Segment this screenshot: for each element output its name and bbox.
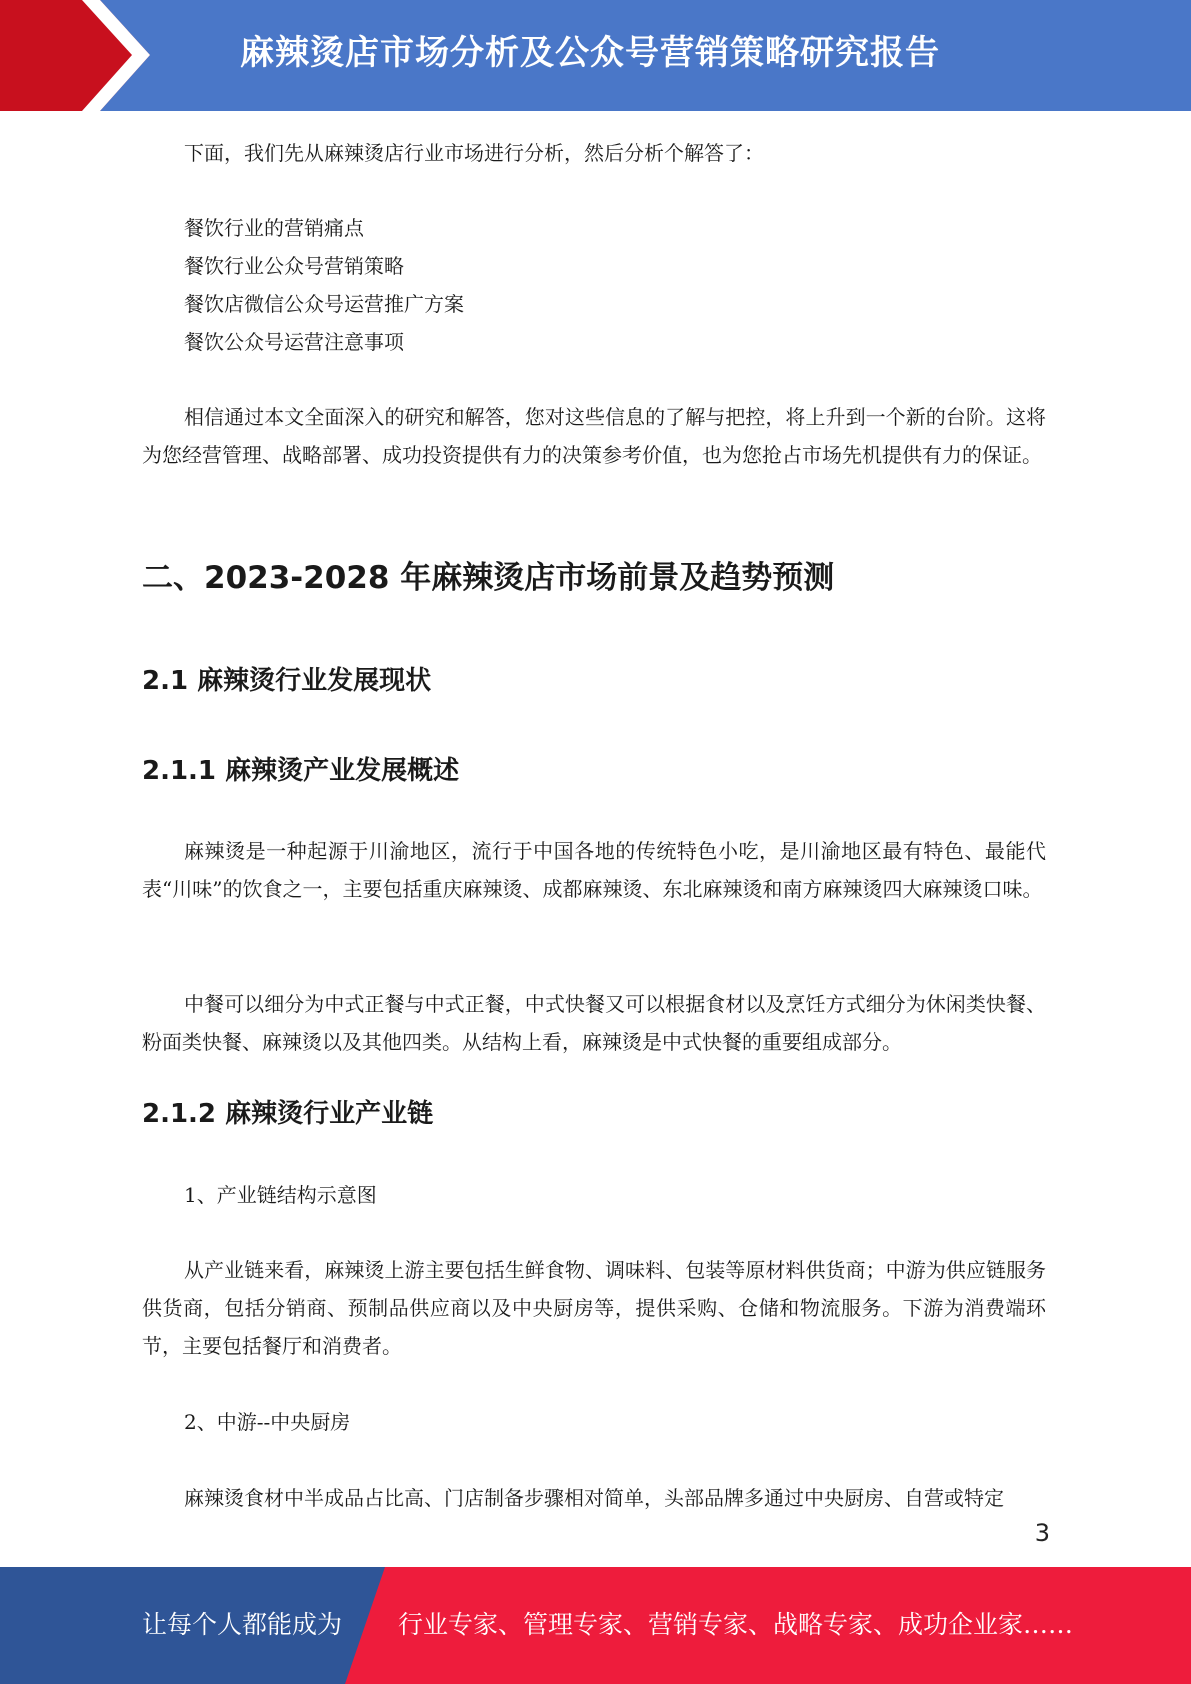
intro-list-item: 餐饮行业的营销痛点 xyxy=(184,216,364,240)
intro-closing-paragraph: 相信通过本文全面深入的研究和解答，您对这些信息的了解与把控，将上升到一个新的台阶。这将为您经营管理、战略部署、成功投资提供有力的决策参考价值，也为您抢占市场先机提供有力的保证。 xyxy=(142,405,1046,467)
section-2-1-1-paragraph-2: 中餐可以细分为中式正餐与中式正餐，中式快餐又可以根据食材以及烹饪方式细分为休闲类快餐、粉面类快餐、麻辣烫以及其他四类。从结构上看，麻辣烫是中式快餐的重要组成部分。 xyxy=(142,992,1046,1054)
page-header xyxy=(0,0,1191,111)
section-2-1-2-paragraph-2: 麻辣烫食材中半成品占比高、门店制备步骤相对简单，头部品牌多通过中央厨房、自营或特定 xyxy=(184,1486,1004,1510)
intro-lead: 下面，我们先从麻辣烫店行业市场进行分析，然后分析个解答了： xyxy=(184,141,764,165)
section-2-heading: 二、2023-2028 年麻辣烫店市场前景及趋势预测 xyxy=(142,560,835,596)
section-2-1-2-heading: 2.1.2 麻辣烫行业产业链 xyxy=(142,1099,434,1129)
footer-slogan-left: 让每个人都能成为 xyxy=(142,1610,343,1639)
footer-slogan-right: 行业专家、管理专家、营销专家、战略专家、成功企业家…… xyxy=(398,1610,1074,1639)
page-footer xyxy=(0,1567,1191,1684)
report-title: 麻辣烫店市场分析及公众号营销策略研究报告 xyxy=(240,33,940,73)
page-number: 3 xyxy=(1034,1519,1050,1547)
section-2-1-heading: 2.1 麻辣烫行业发展现状 xyxy=(142,666,432,696)
intro-list-item: 餐饮公众号运营注意事项 xyxy=(184,330,404,354)
section-2-1-1-heading: 2.1.1 麻辣烫产业发展概述 xyxy=(142,756,460,786)
section-2-1-2-item-1: 1、产业链结构示意图 xyxy=(184,1183,377,1207)
section-2-1-1-paragraph-1: 麻辣烫是一种起源于川渝地区，流行于中国各地的传统特色小吃，是川渝地区最有特色、最能代表“川味”的饮食之一，主要包括重庆麻辣烫、成都麻辣烫、东北麻辣烫和南方麻辣烫四大麻辣烫口味。 xyxy=(142,839,1046,901)
section-2-1-2-paragraph-1: 从产业链来看，麻辣烫上游主要包括生鲜食物、调味料、包装等原材料供货商；中游为供应链服务供货商，包括分销商、预制品供应商以及中央厨房等，提供采购、仓储和物流服务。下游为消费端环节，主要包括餐厅和消费者。 xyxy=(142,1258,1046,1358)
intro-list-item: 餐饮行业公众号营销策略 xyxy=(184,254,404,278)
section-2-1-2-item-2: 2、中游--中央厨房 xyxy=(184,1410,351,1434)
intro-list-item: 餐饮店微信公众号运营推广方案 xyxy=(184,292,464,316)
